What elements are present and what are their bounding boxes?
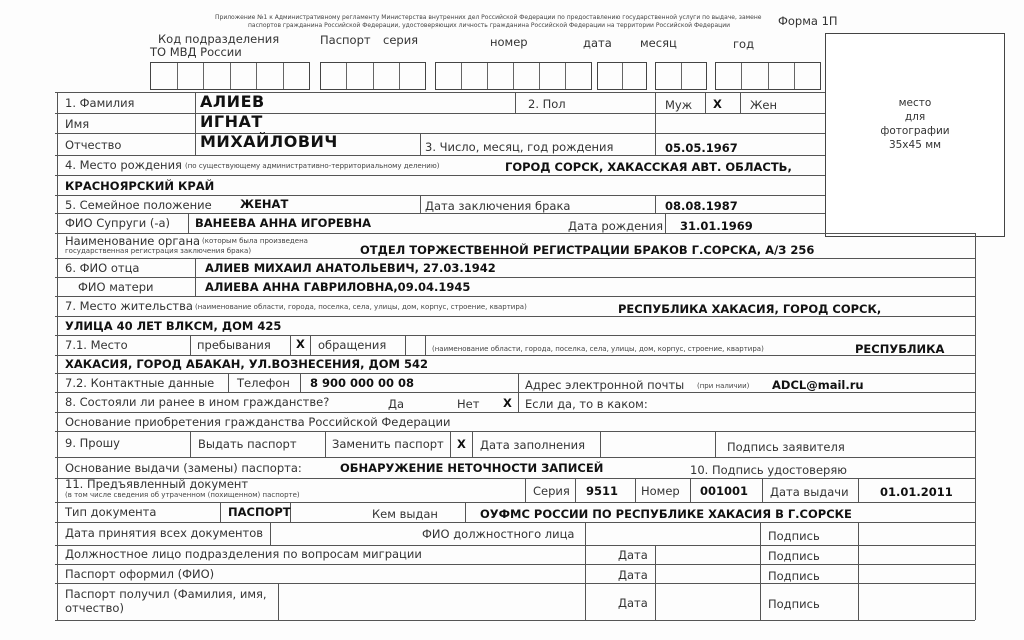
marital-value[interactable]: ЖЕНАТ [240,197,289,211]
form-rule-line [300,373,301,392]
form-rule-line [405,335,406,355]
form-rule-line [655,195,656,213]
form-rule-line [515,92,516,113]
day-boxes[interactable] [597,62,647,90]
no-label: Нет [457,397,480,411]
digit-cell[interactable] [716,63,742,89]
form-rule-line [190,431,191,457]
form-rule-line [278,583,279,620]
form-rule-line [290,335,291,355]
form-rule-line [310,335,311,355]
form-rule-line [858,478,859,502]
marriage-date-value[interactable]: 08.08.1987 [665,199,738,213]
birthplace-label: 4. Место рождения [65,158,182,172]
surname-label: 1. Фамилия [65,96,135,110]
spouse-value[interactable]: ВАНЕЕВА АННА ИГОРЕВНА [195,216,372,230]
form-rule-line [55,502,975,503]
digit-cell[interactable] [769,63,795,89]
digit-cell[interactable] [231,63,258,89]
form-rule-line [55,258,975,259]
year-label: год [733,37,755,51]
digit-cell[interactable] [742,63,768,89]
stay-value[interactable]: РЕСПУБЛИКА [855,342,945,356]
received-by-label: Паспорт получил (Фамилия, имя, [65,587,267,601]
form-rule-line [55,296,975,297]
doc-type-label: Тип документа [65,505,157,519]
number-field-label: Номер [641,484,680,498]
issue-option: Выдать паспорт [198,437,297,451]
residence-value-2[interactable]: УЛИЦА 40 ЛЕТ ВЛКСМ, ДОМ 425 [65,319,282,333]
form-rule-line [600,431,601,457]
day-label: дата [583,36,612,50]
signature-label: Подпись [768,549,820,563]
form-rule-line [195,92,196,155]
digit-cell[interactable] [374,63,400,89]
year-boxes[interactable] [715,62,821,90]
form-rule-line [188,213,189,233]
form-rule-line [55,133,825,134]
form-rule-line [195,258,196,296]
yes-label: Да [388,397,405,411]
form-rule-line [55,335,975,336]
form-rule-line [762,478,763,502]
digit-cell[interactable] [257,63,284,89]
date-label: Дата [618,596,648,610]
patronymic-label: Отчество [65,138,122,152]
header-note: Приложение №1 к Административному регламенту Министерства внутренних дел Российской Федерации по предоставлению государственной услуги по выдаче, замене [215,14,762,21]
doc-type-value[interactable]: ПАСПОРТ [228,505,291,519]
mother-label: ФИО матери [78,280,154,294]
photo-text: 35x45 мм [888,139,942,151]
birthplace-value-2[interactable]: КРАСНОЯРСКИЙ КРАЙ [65,179,215,193]
photo-text: для [904,111,926,123]
name-label: Имя [65,117,90,131]
form-rule-line [975,233,976,620]
patronymic-value[interactable]: МИХАЙЛОВИЧ [200,132,338,151]
number-boxes[interactable] [435,62,592,90]
certify-label: 10. Подпись удостоверяю [690,463,847,477]
contacts-label: 7.2. Контактные данные [65,376,215,390]
form-rule-line [425,335,426,355]
official-name-label: ФИО должностного лица [422,527,575,541]
month-boxes[interactable] [655,62,707,90]
prepared-by-label: Паспорт оформил (ФИО) [65,567,215,581]
month-label: месяц [640,36,677,50]
registry-note: (которым была произведена [202,237,308,245]
form-rule-line [55,355,975,356]
form-rule-line [55,316,975,317]
dob-label: 3. Число, месяц, год рождения [425,140,614,154]
digit-cell[interactable] [462,63,488,89]
email-value[interactable]: ADCL@mail.ru [772,378,864,392]
received-by-label-2: отчество) [65,601,124,615]
email-note: (при наличии) [697,382,750,390]
male-label: Муж [665,98,693,112]
digit-cell[interactable] [623,63,647,89]
birthplace-note: (по существующему административно-территориальному делению) [185,162,440,170]
form-rule-line [57,92,58,620]
digit-cell[interactable] [656,63,682,89]
dob-value[interactable]: 05.05.1967 [665,141,738,155]
male-checkbox[interactable]: X [713,97,722,111]
sex-label: 2. Пол [528,97,566,111]
code-boxes[interactable] [150,62,310,90]
registry-note: государственная регистрация заключения брака) [65,247,252,255]
form-rule-line [55,583,975,584]
name-value[interactable]: ИГНАТ [200,112,263,131]
digit-cell[interactable] [284,63,310,89]
stay-value-2[interactable]: ХАКАСИЯ, ГОРОД АБАКАН, УЛ.ВОЗНЕСЕНИЯ, ДОМ 542 [65,357,428,371]
signature-label: Подпись [768,569,820,583]
form-rule-line [55,457,975,458]
date-label: Дата [618,568,648,582]
document-label: 11. Предъявленный документ [65,477,249,491]
form-rule-line [420,133,421,155]
signature-label: Подпись [768,597,820,611]
surname-value[interactable]: АЛИЕВ [200,92,265,111]
reason-value[interactable]: ОБНАРУЖЕНИЕ НЕТОЧНОСТИ ЗАПИСЕЙ [340,461,604,475]
digit-cell[interactable] [540,63,566,89]
photo-area [825,33,1005,237]
father-label: 6. ФИО отца [65,261,140,275]
spouse-dob-label: Дата рождения [568,219,664,233]
request-label: 9. Прошу [65,436,120,450]
photo-text: место [898,97,932,109]
marriage-date-label: Дата заключения брака [425,199,571,213]
form-rule-line [760,522,761,620]
which-label: Если да, то в каком: [525,397,648,411]
document-note: (в том числе сведения об утраченном (похищенном) паспорте) [65,491,300,499]
form-rule-line [55,620,975,621]
form-rule-line [420,195,421,213]
digit-cell[interactable] [598,63,623,89]
reason-label: Основание выдачи (замены) паспорта: [65,461,302,475]
digit-cell[interactable] [347,63,373,89]
migration-officer-label: Должностное лицо подразделения по вопросам миграции [65,547,422,561]
form-rule-line [518,373,519,412]
digit-cell[interactable] [178,63,205,89]
stay-note: (наименование области, города, поселка, села, улицы, дом, корпус, строение, квартира) [432,345,764,353]
digit-cell[interactable] [436,63,462,89]
issue-date-label: Дата выдачи [770,485,849,499]
form-rule-line [465,502,466,522]
marital-label: 5. Семейное положение [65,198,212,212]
form-rule-line [55,431,975,432]
digit-cell[interactable] [204,63,231,89]
replace-option: Заменить паспорт [332,437,444,451]
signature-label: Подпись [768,529,820,543]
form-rule-line [690,478,691,502]
digit-cell[interactable] [151,63,178,89]
form-rule-line [575,478,576,502]
issued-by-label: Кем выдан [372,507,438,521]
applicant-signature-label: Подпись заявителя [727,440,845,454]
digit-cell[interactable] [488,63,514,89]
acquisition-label: Основание приобретения гражданства Российской Федерации [65,415,451,429]
issue-date-value[interactable]: 01.01.2011 [880,485,953,499]
header-note: паспортов гражданина Российской Федерации, удостоверяющих личность гражданина Российской Федерации на территории Российской Федерации [248,22,731,29]
form-rule-line [740,92,741,113]
citizenship-label: 8. Состояли ли ранее в ином гражданстве? [65,395,330,409]
form-rule-line [55,522,975,523]
fill-date-label: Дата заполнения [480,438,586,452]
form-rule-line [55,213,825,214]
stay-option: пребывания [197,338,271,352]
series-value[interactable]: 9511 [586,484,619,498]
stay-label: 7.1. Место [65,338,128,352]
residence-label: 7. Место жительства [65,299,193,313]
form-rule-line [55,277,975,278]
photo-text: фотографии [880,125,950,137]
form-rule-line [858,522,859,620]
form-rule-line [450,431,451,457]
form-rule-line [525,478,526,502]
digit-cell[interactable] [682,63,707,89]
form-rule-line [55,545,975,546]
form-id: Форма 1П [778,14,838,28]
spouse-dob-value[interactable]: 31.01.1969 [680,219,753,233]
replace-checkbox[interactable]: X [457,437,466,451]
application-option: обращения [318,338,387,352]
registry-value[interactable]: ОТДЕЛ ТОРЖЕСТВЕННОЙ РЕГИСТРАЦИИ БРАКОВ Г.СОРСКА, А/З 256 [360,243,815,257]
form-rule-line [55,392,975,393]
stay-checkbox[interactable]: X [296,337,305,351]
spouse-label: ФИО Супруги (-а) [65,216,171,230]
form-rule-line [55,564,975,565]
form-rule-line [55,412,975,413]
mother-value[interactable]: АЛИЕВА АННА ГАВРИЛОВНА,09.04.1945 [205,280,471,294]
form-rule-line [325,431,326,457]
form-rule-line [635,478,636,502]
form-rule-line [270,522,271,545]
issued-by-value[interactable]: ОУФМС РОССИИ ПО РЕСПУБЛИКЕ ХАКАСИЯ В Г.СОРСКЕ [480,507,852,521]
registry-label: Наименование органа [65,234,201,248]
residence-value[interactable]: РЕСПУБЛИКА ХАКАСИЯ, ГОРОД СОРСК, [618,302,882,316]
phone-label: Телефон [237,376,290,390]
series-field-label: Серия [533,484,570,498]
passport-label: Паспорт [320,33,371,47]
female-label: Жен [750,98,777,112]
residence-note: (наименование области, города, поселка, села, улицы, дом, корпус, строение, квартира) [195,303,527,311]
form-rule-line [705,92,706,113]
form-rule-line [228,373,229,392]
no-checkbox[interactable]: X [503,396,512,410]
form-rule-line [55,155,825,156]
digit-cell[interactable] [400,63,425,89]
date-label: Дата [618,548,648,562]
acceptance-date-label: Дата принятия всех документов [65,526,264,540]
form-rule-line [655,545,656,620]
form-rule-line [190,335,191,355]
form-rule-line [585,522,586,620]
form-rule-line [715,431,716,457]
form-rule-line [55,195,825,196]
form-rule-line [472,431,473,457]
number-label: номер [490,35,528,49]
form-rule-line [55,175,825,176]
form-rule-line [220,502,221,522]
digit-cell[interactable] [795,63,820,89]
form-rule-line [55,373,975,374]
digit-cell[interactable] [321,63,347,89]
form-rule-line [55,113,825,114]
birthplace-value[interactable]: ГОРОД СОРСК, ХАКАССКАЯ АВТ. ОБЛАСТЬ, [505,160,792,174]
email-label: Адрес электронной почты [525,378,685,392]
digit-cell[interactable] [514,63,540,89]
form-rule-line [55,92,825,93]
phone-value[interactable]: 8 900 000 00 08 [310,376,415,390]
series-label: серия [383,33,419,47]
number-value[interactable]: 001001 [700,484,749,498]
form-rule-line [665,213,666,233]
code-label: ТО МВД России [150,45,242,59]
series-boxes[interactable] [320,62,426,90]
code-label: Код подразделения [158,32,280,46]
digit-cell[interactable] [566,63,591,89]
form-rule-line [655,92,656,155]
father-value[interactable]: АЛИЕВ МИХАИЛ АНАТОЛЬЕВИЧ, 27.03.1942 [205,261,496,275]
